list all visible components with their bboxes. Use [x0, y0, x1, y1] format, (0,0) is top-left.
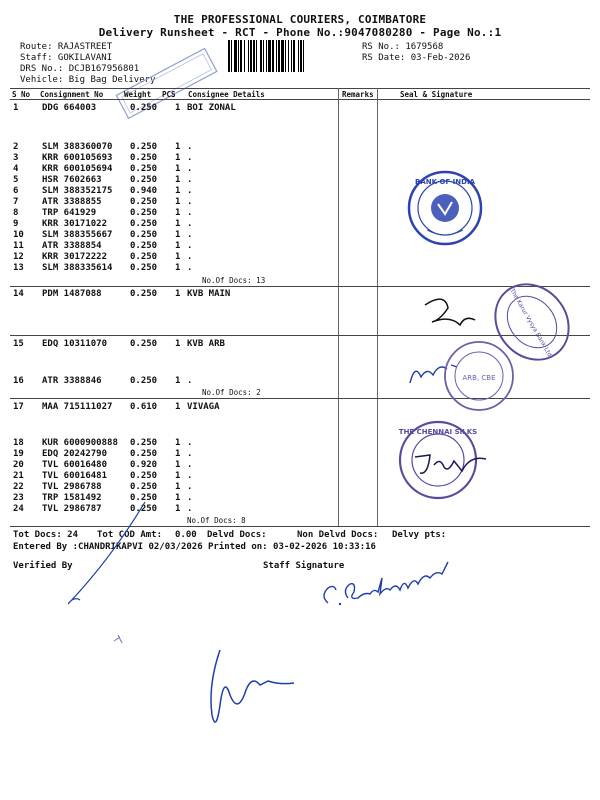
pen-stroke: [50, 500, 150, 610]
signature-kvb-main: [420, 290, 480, 335]
non-delivered-docs: Non Delvd Docs:: [297, 530, 379, 540]
barcode: [228, 40, 358, 72]
document-title: THE PROFESSIONAL COURIERS, COIMBATORE: [173, 13, 427, 26]
table-row: 18 KUR 6000900888 0.250 1 .: [13, 438, 193, 448]
total-cod-value: 0.00: [175, 530, 197, 540]
table-row: 5 HSR 7602663 0.250 1 .: [13, 175, 193, 185]
total-docs: Tot Docs: 24: [13, 530, 79, 540]
table-row: 12 KRR 30172222 0.250 1 .: [13, 252, 193, 262]
entered-by: Entered By :CHANDRIKAPVI 02/03/2026: [13, 542, 203, 552]
ink-mark: [112, 630, 126, 642]
table-row: 3 KRR 600105693 0.250 1 .: [13, 153, 193, 163]
staff-signature-label: Staff Signature: [263, 561, 345, 571]
svg-text:ARB, CBE: ARB, CBE: [462, 374, 496, 382]
table-row: 6 SLM 388352175 0.940 1 .: [13, 186, 193, 196]
table-row: 11 ATR 3388854 0.250 1 .: [13, 241, 193, 251]
signature-chennai: [410, 445, 490, 485]
document-subtitle: Delivery Runsheet - RCT - Phone No.:9047080280 - Page No.:1: [98, 26, 502, 39]
svg-text:BANK OF INDIA: BANK OF INDIA: [415, 178, 475, 186]
table-row: 1 DDG 664003 0.250 1 BOI ZONAL: [13, 103, 236, 113]
group-doc-count: No.Of Docs: 2: [202, 388, 261, 397]
rs-number: RS No.: 1679568: [362, 42, 444, 52]
table-row: 10 SLM 388355667 0.250 1 .: [13, 230, 193, 240]
table-row: 15 EDQ 10311070 0.250 1 KVB ARB: [13, 339, 225, 349]
table-row: 13 SLM 388335614 0.250 1 .: [13, 263, 193, 273]
table-row: 8 TRP 641929 0.250 1 .: [13, 208, 193, 218]
printed-on: Printed on: 03-02-2026 10:33:16: [208, 542, 376, 552]
table-row: 22 TVL 2986788 0.250 1 .: [13, 482, 193, 492]
group-doc-count: No.Of Docs: 13: [202, 276, 266, 285]
svg-text:The Karur Vysya Bank Ltd: The Karur Vysya Bank Ltd: [508, 287, 554, 359]
drs-number: DRS No.: DCJB167956801: [20, 64, 140, 74]
verified-by-label: Verified By: [13, 561, 73, 571]
col-header-remarks: Remarks: [342, 90, 374, 99]
delivered-docs: Delvd Docs:: [207, 530, 267, 540]
col-header-sno: S No: [12, 90, 31, 99]
table-row: 14 PDM 1487088 0.250 1 KVB MAIN: [13, 289, 231, 299]
staff-handwritten-name: [318, 548, 458, 618]
col-header-consignee: Consignee Details: [188, 90, 265, 99]
col-header-weight: Weight: [124, 90, 152, 99]
vehicle-label: Vehicle: Big Bag Delivery: [20, 75, 156, 85]
table-row: 4 KRR 600105694 0.250 1 .: [13, 164, 193, 174]
table-row: 19 EDQ 20242790 0.250 1 .: [13, 449, 193, 459]
group-doc-count: No.Of Docs: 8: [187, 516, 246, 525]
verifier-signature: [190, 645, 300, 735]
col-header-seal: Seal & Signature: [400, 90, 473, 99]
table-row: 2 SLM 388360070 0.250 1 .: [13, 142, 193, 152]
staff-label: Staff: GOKILAVANI: [20, 53, 113, 63]
table-row: 23 TRP 1581492 0.250 1 .: [13, 493, 193, 503]
table-row: 7 ATR 3388855 0.250 1 .: [13, 197, 193, 207]
route-label: Route: RAJASTREET: [20, 42, 113, 52]
table-row: 20 TVL 60016480 0.920 1 .: [13, 460, 193, 470]
faded-courier-stamp: [108, 46, 228, 126]
table-row: 24 TVL 2986787 0.250 1 .: [13, 504, 193, 514]
rs-date: RS Date: 03-Feb-2026: [362, 53, 471, 63]
total-cod-label: Tot COD Amt:: [97, 530, 163, 540]
table-row: 17 MAA 715111027 0.610 1 VIVAGA: [13, 402, 220, 412]
table-row: 9 KRR 30171022 0.250 1 .: [13, 219, 193, 229]
table-row: 21 TVL 60016481 0.250 1 .: [13, 471, 193, 481]
col-header-consignment: Consignment No: [40, 90, 104, 99]
col-header-pcs: PCS: [162, 90, 176, 99]
arb-stamp: [440, 340, 518, 412]
bank-of-india-stamp: [407, 170, 483, 246]
table-row: 16 ATR 3388846 0.250 1 .: [13, 376, 193, 386]
svg-text:THE CHENNAI SILKS: THE CHENNAI SILKS: [398, 428, 478, 436]
delivery-points: Delvy pts:: [392, 530, 447, 540]
